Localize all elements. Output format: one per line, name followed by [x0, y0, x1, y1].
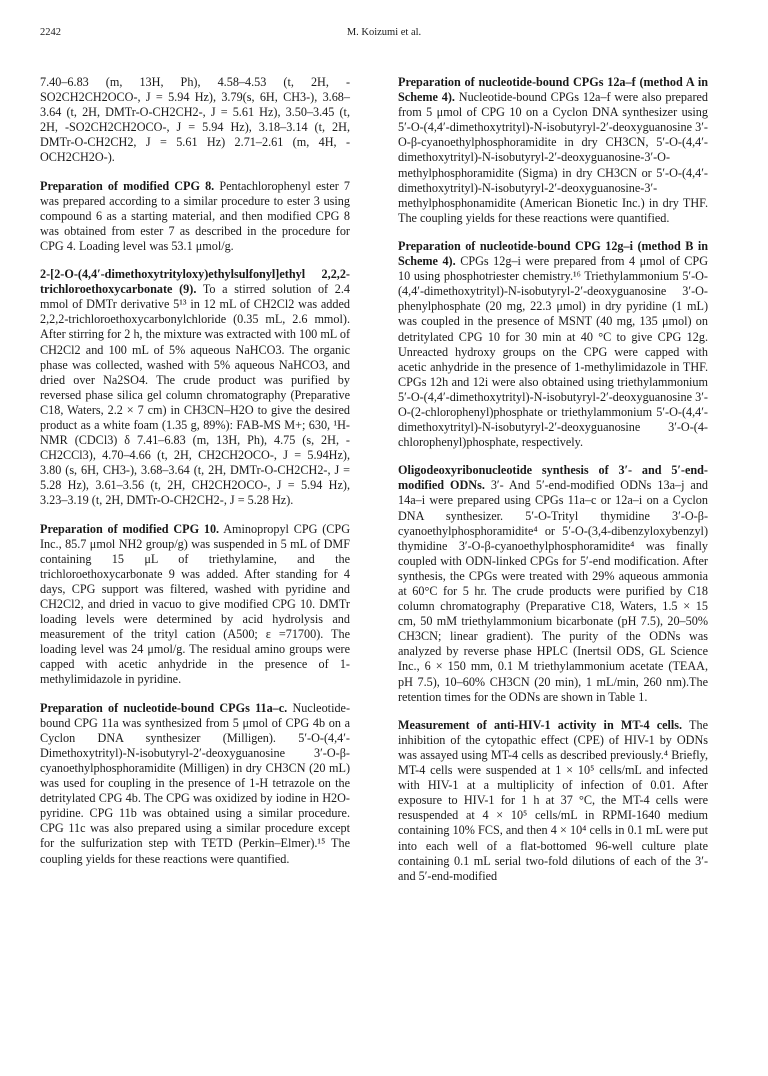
paragraph [40, 267, 350, 509]
paragraph-heading: Oligodeoxyribonucleotide synthesis of 3′- and 5′-end-modified ODNs. [398, 463, 708, 493]
paragraph-text: The inhibition of the cytopathic effect (CPE) of HIV-1 by ODNs was assayed using MT-4 cells as described previously.⁴ Briefly, MT-4 cells were suspended at 1 × 10⁵ cells/mL and infected with HIV-1 at a multiplicity of infection of 0.01. After exposure to HIV-1 for 1 h at 37 °C, the MT-4 cells were resuspended at 4 × 10⁵ cells/mL in RPMI-1640 medium containing 10% FCS, and then 4 × 10⁴ cells in 0.1 mL were put into each well of a flat-bottomed 96-well culture plate containing 0.1 mL serial two-fold dilutions of each of the 3′- and 5′-end-modified [398, 717, 708, 883]
paragraph-text: To a stirred solution of 2.4 mmol of DMTr derivative 5¹³ in 12 mL of CH2Cl2 was added 2,2,2-trichloroethoxycarbonylchloride (0.35 mL, 2.6 mmol). After stirring for 2 h, the mixture was extracted with 100 mL of CH2Cl2 and 100 mL of 5% aqueous NaHCO3. The organic phase was collected, washed with 5% aqueous NaHCO3, and dried over Na2SO4. The crude product was purified by reversed phase silica gel column chromatography (Preparative C18, Waters, 2.2 × 7 cm) in CH3CN–H2O to give the desired product as a white foam (1.35 g, 89%): FAB-MS M+; 630, ¹H-NMR (CDCl3) δ 7.41–6.83 (m, 13H, Ph), 4.75 (s, 2H, -CH2CCl3), 4.70–4.66 (t, 2H, CH2CH2OCO-, J = 5.94Hz), 3.80 (s, 6H, CH3-), 3.68–3.64 (t, 2H, DMTr-O-CH2CH2-, J = 5.28 Hz), 3.61–3.56 (t, 2H, CH2CH2OCO-, J = 5.94 Hz), 3.23–3.19 (t, 2H, DMTr-O-CH2CH2-, J = 5.28 Hz). [40, 282, 350, 508]
running-title: M. Koizumi et al. [346, 27, 422, 38]
paragraph-text: Aminopropyl CPG (CPG Inc., 85.7 μmol NH2 group/g) was suspended in 5 mL of DMF containing 15 μL of triethylamine, and the trichloroethoxycarbonate 9 was added. After standing for 4 days, CPG support was filtered, washed with pyridine and CH2Cl2, and dried in vacuo to give modified CPG 10. DMTr loading levels were determined by acid hydrolysis and measurement of the trityl cation (A500; ε =71700). The loading level was 24 μmol/g. The residual amino groups were capped with acetic anhydride in the presence of 1-methylimidazole in pyridine. [40, 521, 351, 687]
paragraph-text: Pentachlorophenyl ester 7 was prepared according to a similar procedure to ester 3 using compound 6 as a starting material, and then modified CPG 8 was obtained from ester 7 as described in the procedure for CPG 4. Loading level was 53.1 μmol/g. [40, 178, 351, 253]
paragraph-text: Nucleotide-bound CPGs 12a–f were also prepared from 5 μmol of CPG 10 on a Cyclon DNA synthesizer using 5′-O-(4,4′-dimethoxytrityl)-N-isobutyryl-2′-deoxyguanosine 3′-O-β-cyanoethylphosphoramidite in dry CH3CN, 5′-O-(4,4′-dimethoxytrityl)-N-isobutyryl-2′-deoxyguanosine-3′-O-methylphosphoramidite (Sigma) in dry CH3CN or 5′-O-(4,4′-dimethoxytrityl)-N-isobutyryl-2′-deoxyguanosine-3′-methylphosphonamidite (American Bionetic Inc.) in dry THF. The coupling yields for these reactions were quantified. [398, 90, 709, 225]
paragraph-text: 3′- And 5′-end-modified ODNs 13a–j and 14a–i were prepared using CPGs 11a–c or 12a–i on a Cyclon DNA synthesizer. 5′-O-Trityl thymidine 3′-O-β-cyanoethylphosphoramidite⁴ or 5′-O-(3,4-dibenzyloxybenzyl) thymidine 3′-O-β-cyanoethylphosphoramidite⁴ was finally coupled with ODN-linked CPGs for 5′-end modification. After synthesis, the CPGs were treated with 29% aqueous ammonia at 60°C for 5 hr. The crude products were purified by C18 column chromatography (Preparative C18, Waters, 1.5 × 15 cm, 50 mM triethylammonium bicarbonate (pH 7.5), 20–50% CH3CN; linear gradient). The purity of the ODNs was analyzed by reverse phase HPLC (Inertsil ODS, GL Science Inc., 6 × 150 mm, 0.1 M triethylammonium acetate (TEAA, pH 7.5), 10–60% CH3CN (20 min), 1 mL/min, 260 nm).The retention times for the ODNs are shown in Table 1. [398, 478, 709, 704]
paragraph [398, 75, 708, 226]
paragraph-heading: Measurement of anti-HIV-1 activity in MT-4 cells. [398, 717, 683, 732]
paragraph [398, 463, 708, 705]
left-column [40, 75, 350, 880]
paragraph-text: Nucleotide-bound CPG 11a was synthesized from 5 μmol of CPG 4b on a Cyclon DNA synthesizer (Milligen). 5′-O-(4,4′-Dimethoxytrityl)-N-isobutyryl-2′-deoxyguanosine 3′-O-β-cyanoethylphosphoramidite (Milligen) in dry CH3CN (20 mL) was used for coupling in the presence of 1-H tetrazole on the detritylated CPG 4b. The CPG was oxidized by iodine in H2O-pyridine. CPG 11b was obtained using a similar procedure. CPG 11c was also prepared using a similar procedure except for the sulfurization step with TETD (Perkin–Elmer).¹⁵ The coupling yields for these reactions were quantified. [40, 700, 351, 866]
right-column [398, 75, 708, 897]
paragraph-heading: Preparation of nucleotide-bound CPG 12g–i (method B in Scheme 4). [398, 238, 708, 269]
paragraph [40, 75, 350, 166]
paragraph-heading: Preparation of modified CPG 10. [40, 521, 220, 536]
paragraph [398, 718, 708, 884]
paragraph [40, 701, 350, 867]
paragraph-heading: Preparation of modified CPG 8. [40, 178, 215, 193]
paragraph-heading: Preparation of nucleotide-bound CPGs 11a–c. [40, 700, 288, 715]
paragraph-text: CPGs 12g–i were prepared from 4 μmol of CPG 10 using phosphotriester chemistry.¹⁶ Triethylammonium 5′-O-(4,4′-dimethoxytrityl)-N-isobutyryl-2′-deoxyguanosine 3′-O-phenylphosphate (20 mg, 22.3 μmol) in dry pyridine (1 mL) was coupled in the presence of MSNT (40 mg, 135 μmol) on detritylated CPG 10 for 30 min at 40 °C to give CPG 12g. Unreacted hydroxy groups on the CPG were capped with acetic anhydride in the presence of 1-methylimidazole in THF. CPGs 12h and 12i were also obtained using triethylammonium 5′-O-(4,4′-dimethoxytrityl)-N-isobutyryl-2′-deoxyguanosine 3′-O-(2-chlorophenyl)phosphate or triethylammonium 5′-O-(4,4′-dimethoxytrityl)-N-isobutyryl-2′-deoxyguanosine 3′-O-(4-chlorophenyl)phosphate, respectively. [398, 254, 708, 450]
paragraph-text: 7.40–6.83 (m, 13H, Ph), 4.58–4.53 (t, 2H, -SO2CH2CH2OCO-, J = 5.94 Hz), 3.79(s, 6H, CH3-), 3.68–3.64 (t, 2H, DMTr-O-CH2CH2-, J = 5.61 Hz), 3.50–3.45 (t, 2H, -SO2CH2CH2OCO-, J = 5.94 Hz), 3.18–3.14 (t, 2H, DMTr-O-CH2CH2, J = 5.61 Hz) 2.71–2.61 (m, 4H, -OCH2CH2O-). [40, 75, 350, 165]
page-number: 2242 [40, 27, 61, 38]
paragraph-heading: Preparation of nucleotide-bound CPGs 12a–f (method A in Scheme 4). [398, 75, 708, 105]
paragraph [40, 179, 350, 254]
paragraph [398, 239, 708, 450]
running-header [40, 27, 728, 45]
paragraph [40, 522, 350, 688]
paragraph-heading: 2-[2-O-(4,4′-dimethoxytrityloxy)ethylsulfonyl]ethyl 2,2,2-trichloroethoxycarbonate (9). [40, 267, 350, 297]
